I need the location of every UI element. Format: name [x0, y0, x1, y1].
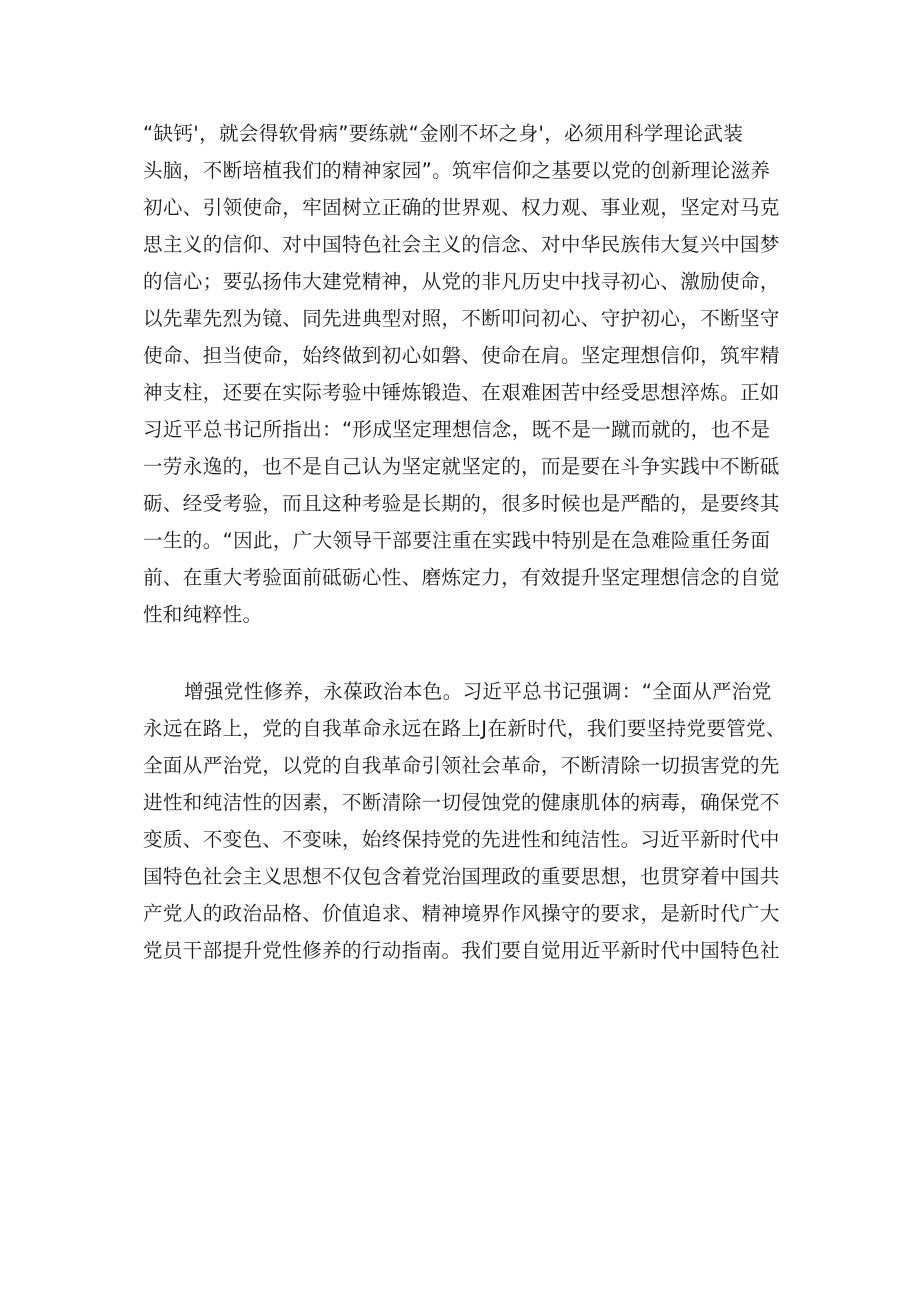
- text-line: 一生的。“因此，广大领导干部要注重在实践中特别是在急难险重任务面: [143, 529, 771, 552]
- text-line: 神支柱，还要在实际考验中锤炼锻造、在艰难困苦中经受思想淬炼。正如: [143, 381, 780, 404]
- text-line: 头脑，不断培植我们的精神家园”。筑牢信仰之基要以党的创新理论滋养: [143, 159, 771, 182]
- text-line: “缺钙'，就会得软骨病”要练就“金刚不坏之身'，必须用科学理论武装: [143, 122, 744, 145]
- text-line: 砺、经受考验，而且这种考验是长期的，很多时候也是严酷的，是要终其: [143, 492, 780, 515]
- text-line: 永远在路上，党的自我革命永远在路上J在新时代，我们要坚持党要管党、: [143, 717, 786, 740]
- text-line: 全面从严治党，以党的自我革命引领社会革命，不断清除一切损害党的先: [143, 754, 780, 777]
- text-line: 的信心；要弘扬伟大建党精神，从党的非凡历史中找寻初心、激励使命，: [143, 270, 780, 293]
- text-line: 使命、担当使命，始终做到初心如磐、使命在肩。坚定理想信仰，筑牢精: [143, 344, 780, 367]
- paragraph-2: [143, 673, 803, 969]
- text-line: 进性和纯洁性的因素，不断清除一切侵蚀党的健康肌体的病毒，确保党不: [143, 791, 780, 814]
- text-line: 初心、引领使命，牢固树立正确的世界观、权力观、事业观，坚定对马克: [143, 196, 780, 219]
- paragraph-spacer: [143, 633, 803, 673]
- text-line: 思主义的信仰、对中国特色社会主义的信念、对中华民族伟大复兴中国梦: [143, 233, 780, 256]
- text-line: 性和纯粹性。: [143, 603, 263, 626]
- text-line: 以先辈先烈为镜、同先进典型对照，不断叩问初心、守护初心，不断坚守: [143, 307, 780, 330]
- text-line: 党员干部提升党性修养的行动指南。我们要自觉用近平新时代中国特色社: [143, 939, 780, 962]
- text-line: 产党人的政治品格、价值追求、精神境界作风操守的要求，是新时代广大: [143, 902, 780, 925]
- text-line: 一劳永逸的，也不是自己认为坚定就坚定的，而是要在斗争实践中不断砥: [143, 455, 780, 478]
- paragraph-1: [143, 115, 803, 633]
- text-line: 国特色社会主义思想不仅包含着党治国理政的重要思想，也贯穿着中国共: [143, 865, 780, 888]
- text-line: 变质、不变色、不变味，始终保持党的先进性和纯洁性。习近平新时代中: [143, 828, 780, 851]
- text-line: 习近平总书记所指出：“形成坚定理想信念，既不是一蹴而就的，也不是: [143, 418, 771, 441]
- document-body: [143, 115, 803, 969]
- text-line: 增强党性修养，永葆政治本色。习近平总书记强调：“全面从严治党: [184, 680, 772, 703]
- text-line: 前、在重大考验面前砥砺心性、磨炼定力，有效提升坚定理想信念的自觉: [143, 566, 780, 589]
